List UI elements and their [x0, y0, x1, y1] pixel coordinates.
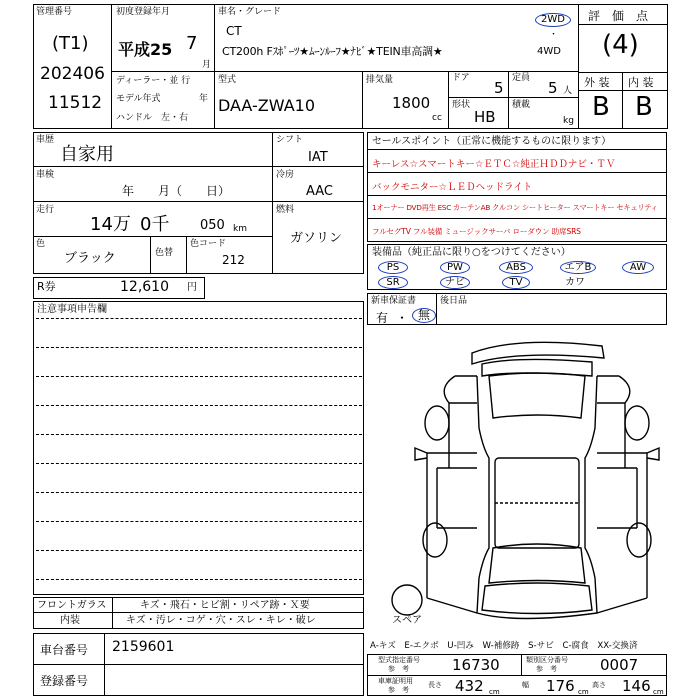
notes-label: 注意事項申告欄 [37, 304, 107, 315]
drive-dot: ・ [549, 30, 559, 40]
mileage-rest: 050 [200, 218, 225, 233]
handle-label: ハンドル 左・右 [116, 113, 189, 123]
warranty-no: 無 [412, 308, 436, 323]
score-value: (4) [602, 30, 639, 60]
recycle-unit: 円 [187, 282, 197, 293]
later-label: 後日品 [440, 296, 468, 306]
length-unit: cm [489, 688, 500, 696]
car-diagram [367, 328, 667, 628]
height-unit: cm [653, 688, 664, 696]
damage-legend: A-キズ E-エクボ U-凹み W-補修跡 S-サビ C-腐食 XX-交換済 [370, 641, 638, 651]
score-label: 評 価 点 [588, 9, 649, 23]
spare-label: スペア [392, 615, 422, 626]
warranty-dot: ・ [396, 311, 409, 325]
inspection-label: 車検 [36, 170, 55, 180]
dealer-label: ディーラー・並 行 [116, 76, 191, 86]
sales-line-1: キーレス☆スマートキー☆ＥＴＣ☆純正ＨＤＤナビ・ＴＶ [372, 159, 616, 170]
ac-value: AAC [306, 184, 333, 199]
month-unit: 月 [202, 60, 212, 70]
color-code-value: 212 [222, 253, 245, 267]
chassis-label: 車台番号 [40, 643, 89, 657]
equip-airbag: エアB [560, 261, 596, 274]
length-label: 長さ [428, 681, 442, 689]
width-value: 176 [546, 677, 575, 695]
width-unit: cm [578, 688, 589, 696]
cert-ref: 参 考 [388, 686, 409, 694]
cert-label: 車庫証明用 [378, 677, 413, 685]
equip-sr: SR [378, 276, 408, 289]
interior-label: 内装 [60, 615, 80, 626]
equip-navi: ナビ [440, 276, 470, 289]
front-glass-value: キズ・飛石・ヒビ割・リペア跡・Ｘ要 [140, 600, 310, 611]
shape-label: 形状 [452, 100, 471, 110]
warranty-label: 新車保証書 [371, 296, 417, 306]
chassis-value: 2159601 [112, 639, 175, 655]
teiin-unit: 人 [563, 86, 573, 96]
interior-value: キズ・汚レ・コゲ・穴・スレ・キレ・破レ [126, 615, 316, 626]
teiin-label: 定員 [512, 73, 531, 83]
type-designation-value: 16730 [452, 656, 500, 674]
shape-value: HB [474, 108, 496, 126]
load-unit: kg [563, 116, 574, 126]
mileage-unit: km [233, 224, 247, 234]
sales-label: セールスポイント（正常に機能するものに限ります） [372, 136, 612, 147]
history-value: 自家用 [60, 144, 114, 165]
drive-2wd: 2WD [535, 13, 571, 27]
month-value: 7 [186, 33, 198, 54]
equip-aw: AW [622, 261, 654, 274]
sales-line-3: 1オーナー DVD再生 ESC カーテンAB クルコン シートヒーター スマートキー セキュリティ [372, 203, 658, 212]
class-label: 類別区分番号 [526, 656, 568, 664]
color-value: ブラック [64, 251, 116, 266]
irokae-label: 色替 [155, 248, 174, 258]
era-value: 平成25 [118, 40, 173, 59]
equip-pw: PW [440, 261, 470, 274]
inspection-text: 年 月（ 日） [122, 184, 231, 198]
mileage-label: 走行 [36, 205, 55, 215]
recycle-label: R券 [37, 280, 56, 293]
car-name: CT [226, 24, 242, 38]
shift-label: シフト [276, 135, 304, 145]
door-value: 5 [494, 79, 504, 97]
ac-label: 冷房 [276, 170, 295, 180]
kanri-code: (T1) [52, 33, 89, 54]
type-value: DAA-ZWA10 [218, 96, 316, 115]
width-label: 幅 [522, 681, 529, 689]
int-label: 内 装 [628, 76, 654, 89]
name-label: 車名・グレード [218, 7, 282, 17]
type-designation-ref: 参 考 [388, 665, 409, 673]
model-year-label: モデル年式 [116, 94, 161, 104]
registration-label: 登録番号 [40, 674, 89, 688]
color-code-label: 色コード [190, 239, 227, 249]
class-value: 0007 [600, 656, 639, 674]
teiin-value: 5 [548, 79, 558, 97]
kanri-label: 管理番号 [36, 7, 73, 17]
equip-tv: TV [502, 276, 530, 289]
disp-label: 排気量 [366, 75, 394, 85]
height-label: 高さ [592, 681, 606, 689]
drive-4wd: 4WD [537, 46, 561, 57]
sales-line-4: フルセグTV フル装備 ミュージックサーバ ローダウン 助席SRS [372, 227, 581, 236]
type-label: 型式 [218, 75, 237, 85]
load-label: 積載 [512, 100, 531, 110]
year-unit: 年 [199, 94, 209, 104]
kanri-num1: 202406 [40, 64, 105, 84]
length-value: 432 [455, 677, 484, 695]
front-glass-label: フロントガラス [37, 600, 107, 611]
type-designation-label: 型式指定番号 [378, 656, 420, 664]
fuel-label: 燃料 [276, 205, 295, 215]
fuel-value: ガソリン [290, 231, 343, 246]
height-value: 146 [622, 677, 651, 695]
disp-unit: cc [432, 113, 442, 123]
shodo-label: 初度登録年月 [116, 7, 171, 17]
color-label: 色 [36, 239, 46, 249]
equip-kawa: カワ [565, 277, 585, 288]
shift-value: IAT [308, 150, 328, 165]
equip-abs: ABS [499, 261, 533, 274]
ext-label: 外 装 [584, 76, 610, 89]
mileage-man: 14万 [90, 214, 131, 235]
equipment-label: 装備品（純正品に限り○をつけてください） [372, 247, 571, 258]
sales-line-2: バックモニター☆ＬＥＤヘッドライト [372, 182, 533, 193]
grade: CT200h Fｽﾎﾟｰﾂ★ﾑｰﾝﾙｰﾌ★ﾅﾋﾞ★TEIN車高調★ [222, 45, 443, 58]
ext-value: B [592, 92, 610, 122]
warranty-yes: 有 [376, 311, 389, 325]
door-label: ドア [452, 73, 470, 83]
history-label: 車歴 [36, 135, 55, 145]
recycle-value: 12,610 [120, 279, 169, 295]
mileage-sen: 0千 [140, 214, 170, 235]
disp-value: 1800 [392, 94, 431, 112]
int-value: B [635, 92, 653, 122]
equip-ps: PS [378, 261, 408, 274]
kanri-num2: 11512 [48, 93, 103, 113]
class-ref: 参 考 [536, 665, 557, 673]
